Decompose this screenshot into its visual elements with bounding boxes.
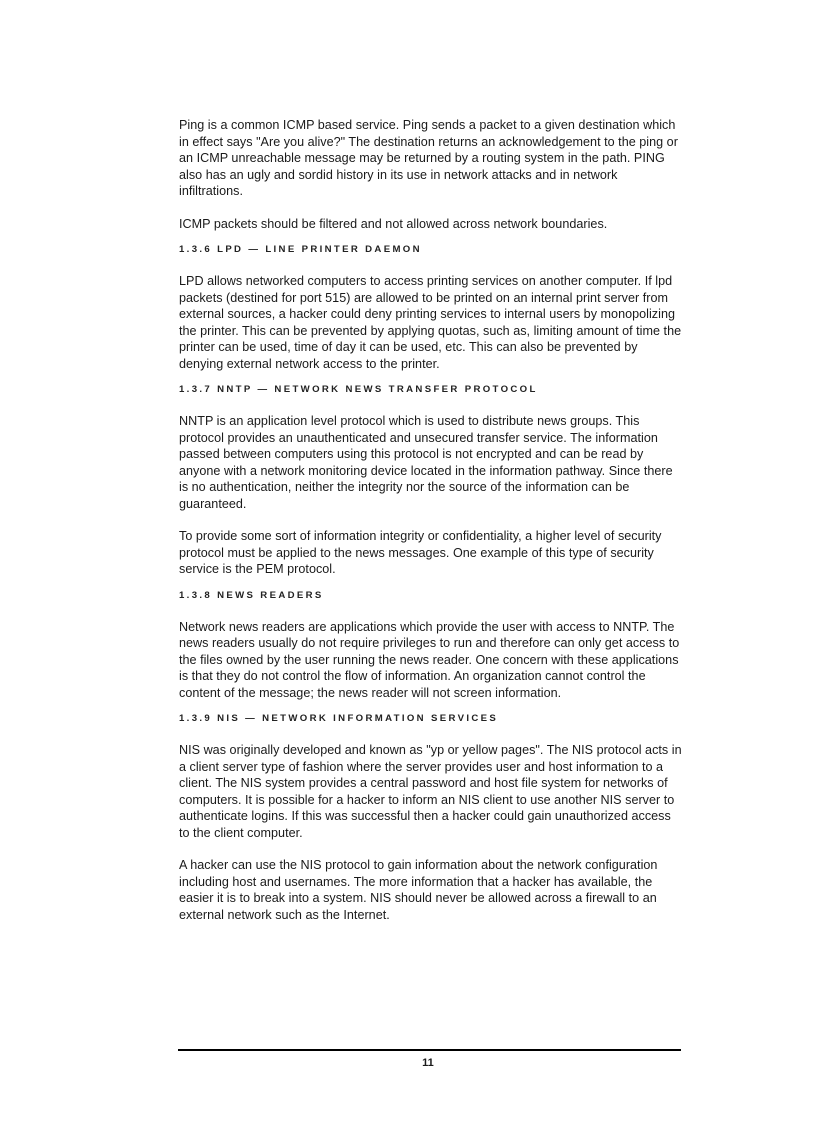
footer-rule: [178, 1049, 681, 1051]
paragraph-lpd: LPD allows networked computers to access printing services on another computer. If lpd packets (destined for port 515) are allowed to be printed on an internal print server from external sources, a hacker could deny printing services to internal users by monopolizing the printer. This can be prevented by applying quotas, such as, limiting amount of time the printer can be used, time of day it can be used, etc. This can also be prevented by denying external network access to the printer.: [179, 274, 682, 371]
paragraph-nntp: NNTP is an application level protocol which is used to distribute news groups. This protocol provides an unauthenticated and unsecured transfer service. The information passed between computers using this protocol is not encrypted and can be read by anyone with a network monitoring device located in the information pathway. Since there is no authentication, neither the integrity nor the source of the information can be guaranteed.: [179, 414, 673, 511]
section-heading-nis: 1.3.9 NIS — NETWORK INFORMATION SERVICES: [179, 713, 499, 724]
page-body: [179, 117, 684, 923]
paragraph-news-readers: Network news readers are applications which provide the user with access to NNTP. The news readers usually do not require privileges to run and therefore can only get access to the files owned by the user running the news reader. One concern with these applications is that they do not control the flow of information. An organization cannot control the content of the message; the news reader will not screen information.: [179, 619, 680, 700]
paragraph-nis: NIS was originally developed and known as "yp or yellow pages". The NIS protocol acts in a client server type of fashion where the server provides user and host information to a client. The NIS system provides a central password and host file system for networks of computers. It is possible for a hacker to inform an NIS client to use another NIS server to authenticate logins. If this was successful then a hacker could gain unauthorized access to the client computer.: [179, 743, 682, 840]
section-heading-lpd: 1.3.6 LPD — LINE PRINTER DAEMON: [179, 244, 422, 255]
paragraph-ping: Ping is a common ICMP based service. Ping sends a packet to a given destination which in effect says "Are you alive?" The destination returns an acknowledgement to the ping or an ICMP unreachable message may be returned by a routing system in the path. PING also has an ugly and sordid history in its use in network attacks and in network infiltrations.: [179, 118, 678, 198]
paragraph-nis-hacker: A hacker can use the NIS protocol to gain information about the network configuration including host and usernames. The more information that a hacker has available, the easier it is to break into a system. NIS should never be allowed across a firewall to an external network such as the Internet.: [179, 858, 658, 922]
paragraph-icmp-filtering: ICMP packets should be filtered and not allowed across network boundaries.: [179, 216, 608, 231]
section-heading-nntp: 1.3.7 NNTP — NETWORK NEWS TRANSFER PROTOCOL: [179, 384, 538, 395]
section-heading-news-readers: 1.3.8 NEWS READERS: [179, 589, 324, 601]
paragraph-nntp-security: To provide some sort of information integrity or confidentiality, a higher level of security protocol must be applied to the news messages. One example of this type of security service is the PEM protocol.: [179, 529, 662, 576]
page-number: 11: [422, 1057, 434, 1069]
